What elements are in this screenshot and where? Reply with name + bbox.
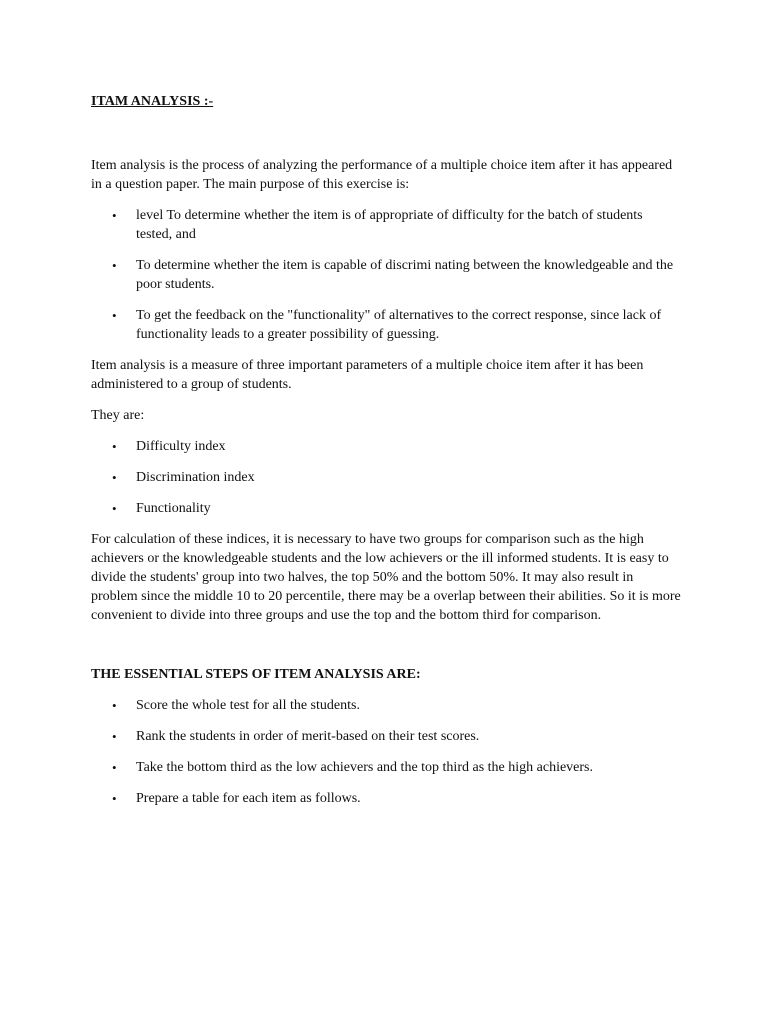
steps-heading: THE ESSENTIAL STEPS OF ITEM ANALYSIS ARE:: [91, 667, 421, 682]
list-item-text: Difficulty index: [136, 439, 226, 454]
bullet-icon: •: [112, 470, 117, 485]
list-item-text: To determine whether the item is capable of discrimi nating between the knowledgeable and the poor students.: [136, 258, 674, 292]
list-item: [91, 789, 681, 808]
list-item-text: level To determine whether the item is of appropriate of difficulty for the batch of students tested, and: [136, 208, 643, 242]
list-item: [91, 696, 681, 715]
bullet-icon: •: [112, 791, 117, 806]
list-item: [91, 468, 681, 487]
calculation-paragraph: For calculation of these indices, it is necessary to have two groups for comparison such as the high achievers or the knowledgeable students and the low achievers or the ill informed students. It is easy to divide the students' group into two halves, the top 50% and the bottom 50%. It may also result in problem since the middle 10 to 20 percentile, there may be a overlap between their abilities. So it is more convenient to divide into three groups and use the top and the bottom third for comparison.: [91, 532, 681, 623]
steps-list: [91, 696, 681, 808]
bullet-icon: •: [112, 760, 117, 775]
bullet-icon: •: [112, 698, 117, 713]
list-item: [91, 306, 681, 344]
list-item-text: Discrimination index: [136, 470, 255, 485]
document-title: ITAM ANALYSIS :-: [91, 94, 214, 109]
purpose-list: [91, 206, 681, 344]
bullet-icon: •: [112, 208, 117, 223]
bullet-icon: •: [112, 258, 117, 273]
list-item-text: Rank the students in order of merit-based on their test scores.: [136, 729, 480, 744]
intro-paragraph: Item analysis is the process of analyzing the performance of a multiple choice item after it has appeared in a question paper. The main purpose of this exercise is:: [91, 158, 673, 192]
list-item-text: Prepare a table for each item as follows.: [136, 791, 361, 806]
bullet-icon: •: [112, 439, 117, 454]
list-item: [91, 758, 681, 777]
list-item: [91, 206, 681, 244]
list-item-text: Functionality: [136, 501, 211, 516]
list-item: [91, 256, 681, 294]
parameter-list: [91, 437, 681, 518]
list-item: [91, 437, 681, 456]
list-item-text: To get the feedback on the "functionality" of alternatives to the correct response, since lack of functionality leads to a greater possibility of guessing.: [136, 308, 662, 342]
bullet-icon: •: [112, 308, 117, 323]
list-item: [91, 727, 681, 746]
measure-paragraph: Item analysis is a measure of three important parameters of a multiple choice item after it has been administered to a group of students.: [91, 358, 644, 392]
list-item-text: Take the bottom third as the low achievers and the top third as the high achievers.: [136, 760, 593, 775]
list-item: [91, 499, 681, 518]
they-are-paragraph: They are:: [91, 408, 145, 423]
bullet-icon: •: [112, 729, 117, 744]
document-page: [91, 92, 681, 808]
list-item-text: Score the whole test for all the students.: [136, 698, 360, 713]
bullet-icon: •: [112, 501, 117, 516]
